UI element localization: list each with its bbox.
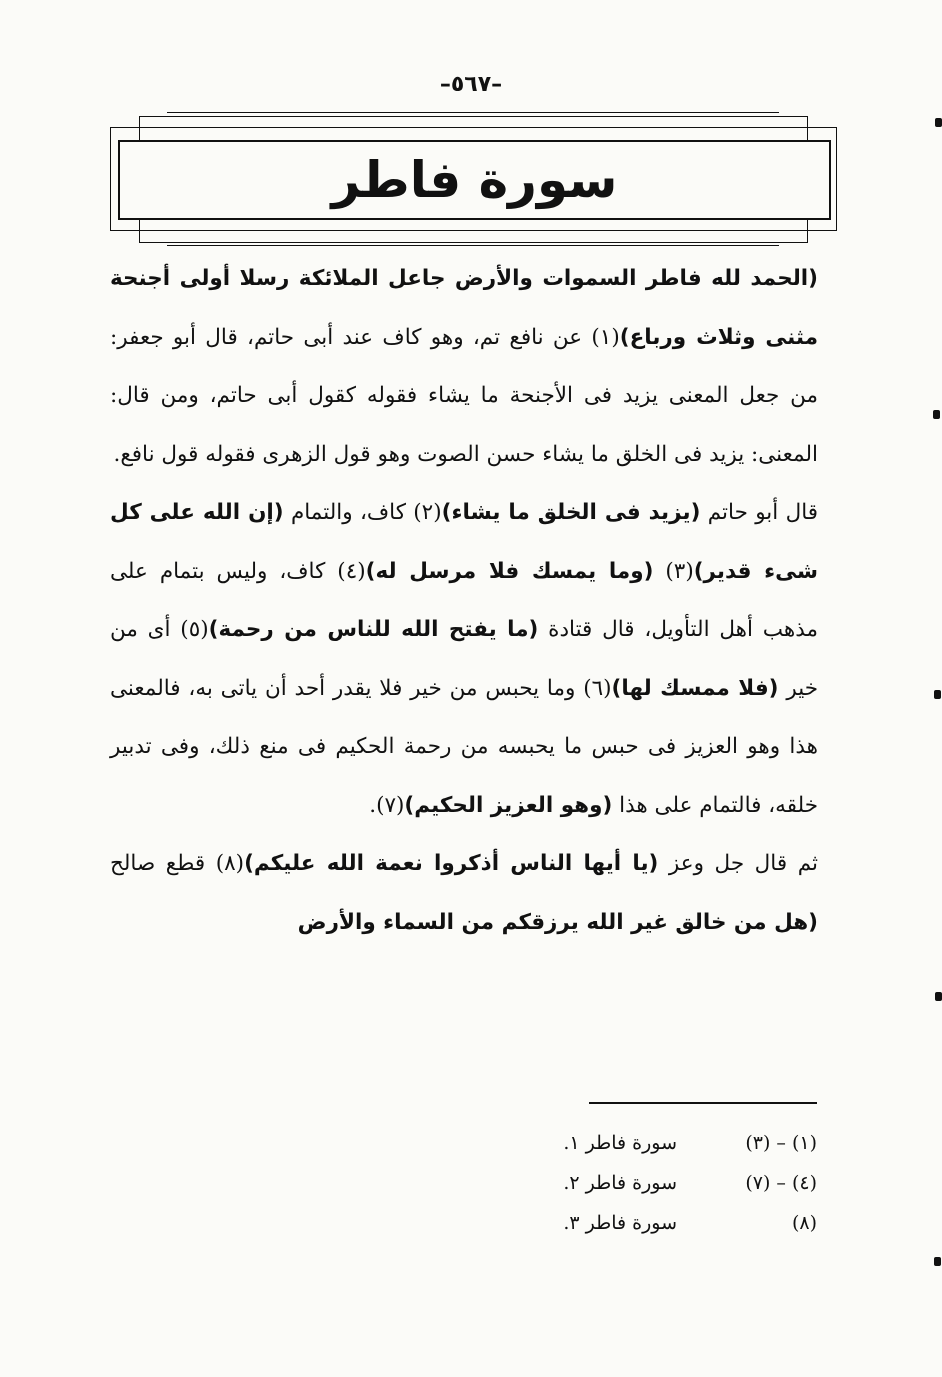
title-frame-line-bottom <box>167 245 779 246</box>
quranic-quote: (الحمد لله فاطر السموات والأرض جاعل الملائكة رسلا أولى أجنحة مثنى وثلاث ورباع) <box>110 266 818 350</box>
footnote-text: سورة فاطر ٢. <box>563 1172 677 1194</box>
quranic-quote: (وما يمسك فلا مرسل له) <box>365 558 654 584</box>
commentary-text: (٢) كاف، والتمام <box>283 500 442 525</box>
footnotes <box>563 1123 817 1243</box>
commentary-text: (٥) أى من خير <box>110 617 818 701</box>
footnote-ref: (٨) <box>791 1212 817 1234</box>
footnote <box>563 1163 817 1203</box>
footnote-divider <box>589 1102 817 1104</box>
title-frame-line-top <box>167 112 779 113</box>
body-text <box>110 250 818 952</box>
surah-title: سورة فاطر <box>331 151 618 209</box>
quranic-quote: (وهو العزيز الحكيم) <box>404 792 613 818</box>
footnote <box>563 1123 817 1163</box>
paragraph <box>110 250 818 484</box>
footnote-ref: (١) – (٣) <box>745 1132 817 1154</box>
quranic-quote: (ما يفتح الله للناس من رحمة) <box>208 617 539 642</box>
paragraph <box>110 835 818 952</box>
title-frame-inner <box>118 140 831 220</box>
paragraph <box>110 484 818 835</box>
quranic-quote: (فلا ممسك لها) <box>611 675 779 701</box>
footnote <box>563 1203 817 1243</box>
commentary-text: ثم قال جل وعز <box>658 851 818 876</box>
page-edge-mark <box>935 118 942 127</box>
page-edge-mark <box>935 992 942 1001</box>
commentary-text: (٤) كاف، وليس بتمام على مذهب أهل التأويل، قال قتادة <box>110 558 818 642</box>
page-edge-mark <box>934 1257 941 1266</box>
footnote-text: سورة فاطر ١. <box>563 1132 677 1154</box>
commentary-text: (٣) <box>653 558 694 584</box>
commentary-text: (١) عن نافع تم، وهو كاف عند أبى حاتم، قال أبو جعفر: من جعل المعنى يزيد فى الأجنحة ما يشاء فقوله كقول أبى حاتم، ومن قال: المعنى: يزيد فى الخلق ما يشاء حسن الصوت وهو قول الزهرى فقوله قول نافع. <box>110 324 818 467</box>
quranic-quote: (إن الله على كل شىء قدير) <box>110 500 819 584</box>
commentary-text: (٦) وما يحبس من خير فلا يقدر أحد أن ياتى به، فالمعنى هذا وهو العزيز فى حبس ما يحبسه من رحمة الحكيم فى منع ذلك، وفى تدبير خلقه، فالتمام على هذا <box>110 675 818 818</box>
page-edge-mark <box>934 690 941 699</box>
page-number: –٥٦٧– <box>439 72 503 97</box>
footnote-text: سورة فاطر ٣. <box>563 1212 677 1234</box>
commentary-text: قال أبو حاتم <box>700 500 819 525</box>
commentary-text: (٨) قطع صالح <box>110 851 245 876</box>
commentary-text: (٧). <box>369 792 405 818</box>
page-edge-mark <box>933 410 940 419</box>
quranic-quote: (هل من خالق غير الله يرزقكم من السماء والأرض <box>297 909 818 935</box>
quranic-quote: (يا أيها الناس أذكروا نعمة الله عليكم) <box>244 851 659 876</box>
footnote-ref: (٤) – (٧) <box>745 1172 817 1194</box>
quranic-quote: (يزيد فى الخلق ما يشاء) <box>441 500 701 525</box>
